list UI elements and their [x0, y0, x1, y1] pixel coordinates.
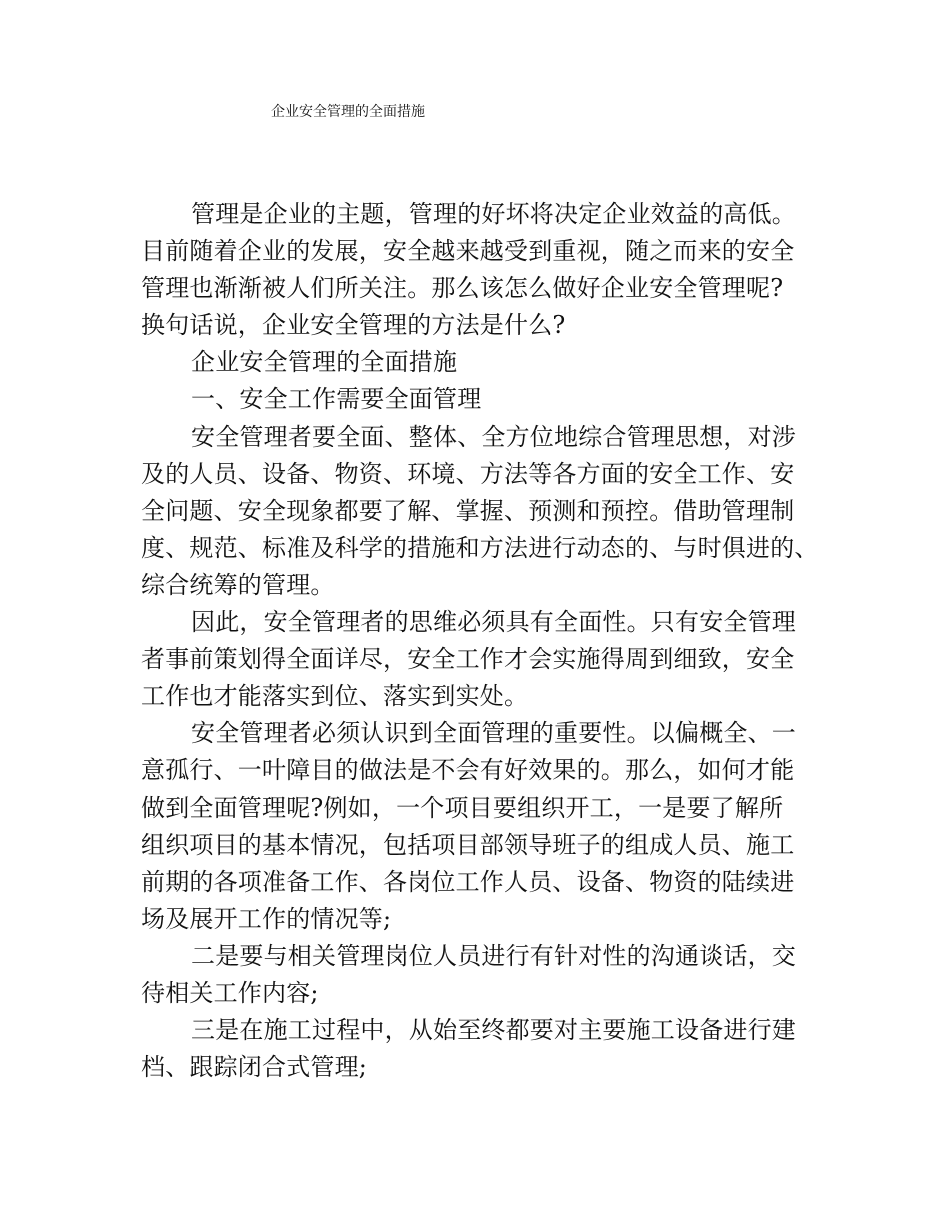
document-body [141, 196, 821, 1086]
text-line: 前期的各项准备工作、各岗位工作人员、设备、物资的陆续进 [141, 867, 795, 896]
text-line: 安全管理者必须认识到全面管理的重要性。以偏概全、一 [191, 719, 796, 748]
text-line: 工作也才能落实到位、落实到实处。 [141, 682, 529, 711]
text-line: 目前随着企业的发展，安全越来越受到重视，随之而来的安全 [141, 237, 795, 266]
text-line: 者事前策划得全面详尽，安全工作才会实施得周到细致，安全 [141, 645, 795, 674]
text-line: 待相关工作内容; [141, 978, 319, 1007]
text-line: 组织项目的基本情况，包括项目部领导班子的组成人员、施工 [141, 830, 795, 859]
text-line: 因此，安全管理者的思维必须具有全面性。只有安全管理 [191, 608, 796, 637]
text-line: 度、规范、标准及科学的措施和方法进行动态的、与时俱进的、 [141, 533, 819, 562]
text-line: 管理是企业的主题，管理的好坏将决定企业效益的高低。 [191, 200, 796, 228]
text-line: 三是在施工过程中，从始至终都要对主要施工设备进行建 [191, 1016, 796, 1045]
text-line: 全问题、安全现象都要了解、掌握、预测和预控。借助管理制 [141, 496, 795, 525]
text-line: 档、跟踪闭合式管理; [141, 1053, 368, 1082]
text-line: 换句话说，企业安全管理的方法是什么? [141, 311, 566, 340]
text-line: 及的人员、设备、物资、环境、方法等各方面的安全工作、安 [141, 459, 795, 488]
page-header: 企业安全管理的全面措施 [271, 104, 425, 120]
text-line: 意孤行、一叶障目的做法是不会有好效果的。那么，如何才能 [141, 756, 795, 785]
section-title: 企业安全管理的全面措施 [191, 348, 458, 377]
text-line: 综合统筹的管理。 [141, 570, 335, 599]
section-heading: 一、安全工作需要全面管理 [191, 385, 482, 414]
text-line: 管理也渐渐被人们所关注。那么该怎么做好企业安全管理呢? [141, 274, 784, 303]
text-line: 做到全面管理呢?例如，一个项目要组织开工，一是要了解所 [141, 793, 784, 822]
text-line: 安全管理者要全面、整体、全方位地综合管理思想，对涉 [191, 422, 796, 451]
text-line: 二是要与相关管理岗位人员进行有针对性的沟通谈话，交 [191, 941, 796, 970]
text-line: 场及展开工作的情况等; [141, 904, 392, 933]
